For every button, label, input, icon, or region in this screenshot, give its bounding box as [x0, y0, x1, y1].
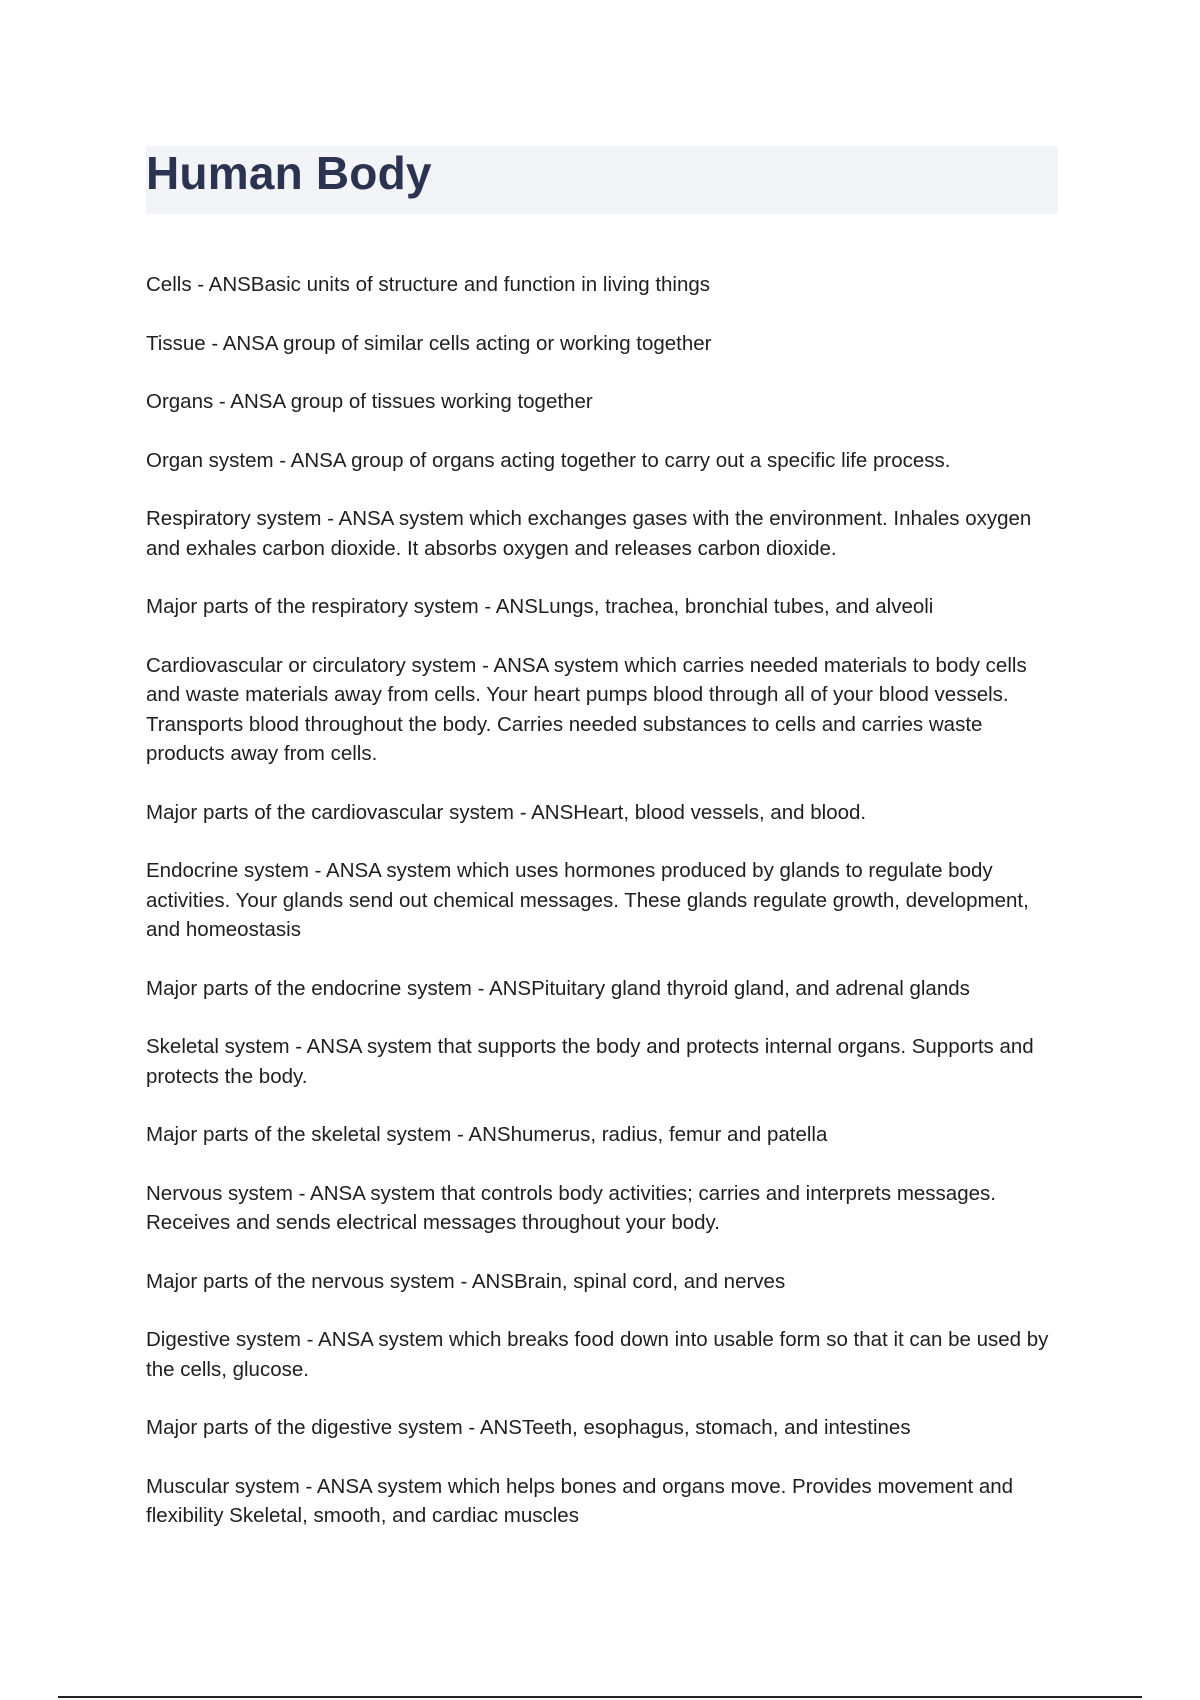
qa-entry: Muscular system - ANSA system which helps bones and organs move. Provides movement and flexibility Skeletal, smooth, and cardiac muscles	[146, 1474, 1014, 1527]
qa-entry: Major parts of the nervous system - ANSBrain, spinal cord, and nerves	[146, 1269, 786, 1293]
qa-entry: Respiratory system - ANSA system which exchanges gases with the environment. Inhales oxygen and exhales carbon dioxide. It absorbs oxygen and releases carbon dioxide.	[146, 507, 1032, 560]
qa-entry: Major parts of the skeletal system - ANShumerus, radius, femur and patella	[146, 1123, 828, 1146]
page-title: Human Body	[146, 147, 432, 199]
qa-entry: Organs - ANSA group of tissues working together	[146, 390, 593, 413]
qa-entry: Major parts of the cardiovascular system - ANSHeart, blood vessels, and blood.	[146, 800, 867, 824]
qa-entry: Major parts of the endocrine system - ANSPituitary gland thyroid gland, and adrenal glands	[146, 976, 970, 1000]
qa-entry: Organ system - ANSA group of organs acting together to carry out a specific life process.	[146, 448, 951, 472]
qa-entry: Skeletal system - ANSA system that supports the body and protects internal organs. Supports and protects the body.	[146, 1035, 1034, 1088]
footer-divider	[58, 1696, 1142, 1698]
qa-entry: Major parts of the digestive system - ANSTeeth, esophagus, stomach, and intestines	[146, 1416, 911, 1439]
qa-entry: Tissue - ANSA group of similar cells acting or working together	[146, 331, 712, 355]
qa-entry: Cells - ANSBasic units of structure and function in living things	[146, 273, 711, 296]
qa-entry: Major parts of the respiratory system - ANSLungs, trachea, bronchial tubes, and alveoli	[146, 595, 934, 618]
qa-entry: Endocrine system - ANSA system which uses hormones produced by glands to regulate body activities. Your glands send out chemical messages. These glands regulate growth, development, and homeostasis	[146, 859, 1029, 941]
qa-entry: Cardiovascular or circulatory system - ANSA system which carries needed materials to body cells and waste materials away from cells. Your heart pumps blood through all of your blood vessels. Transports blood throughout the body. Carries needed substances to cells and carries waste products away from cells.	[146, 653, 1027, 765]
qa-entry: Nervous system - ANSA system that controls body activities; carries and interprets messages. Receives and sends electrical messages throughout your body.	[146, 1181, 996, 1234]
qa-list	[146, 270, 1056, 1560]
qa-entry: Digestive system - ANSA system which breaks food down into usable form so that it can be used by the cells, glucose.	[146, 1328, 1049, 1381]
